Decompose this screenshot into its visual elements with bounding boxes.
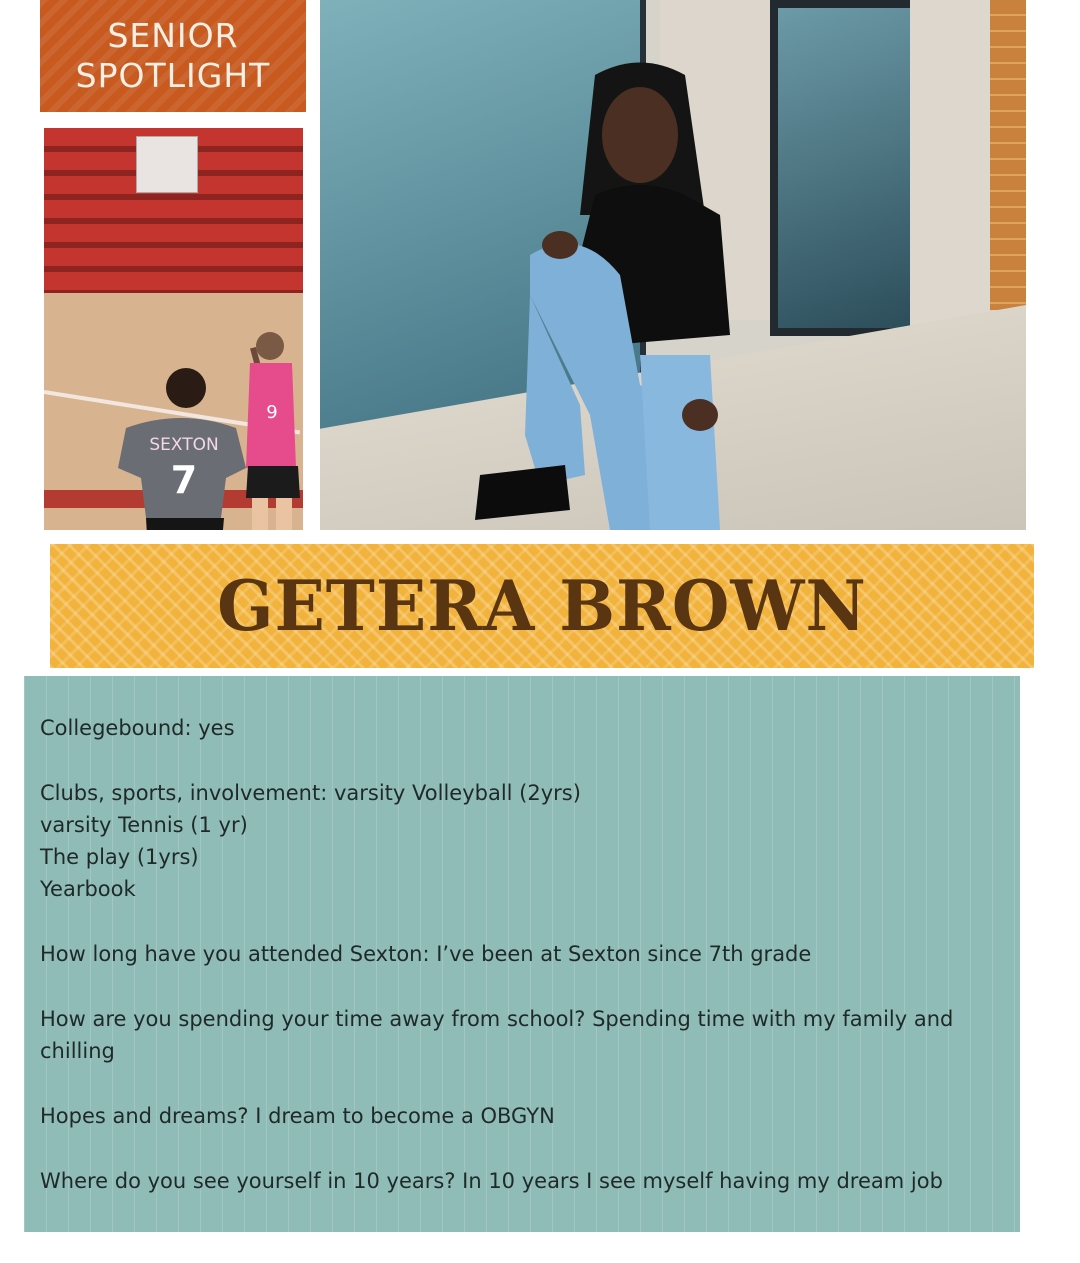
name-banner bbox=[50, 544, 1034, 668]
clubs-line-4: Yearbook bbox=[40, 877, 136, 901]
student-name: GETERA BROWN bbox=[217, 565, 867, 647]
student-figure bbox=[470, 55, 810, 530]
ten-years-line: Where do you see yourself in 10 years? In 10 years I see myself having my dream job bbox=[40, 1169, 943, 1193]
teammate-jersey-number: 9 bbox=[266, 402, 278, 423]
wall-sign bbox=[136, 136, 198, 193]
player-figure bbox=[106, 368, 256, 530]
volleyball-photo bbox=[44, 128, 303, 530]
hopes-line: Hopes and dreams? I dream to become a OBGYN bbox=[40, 1104, 555, 1128]
time-away-line-2: chilling bbox=[40, 1039, 115, 1063]
senior-spotlight-label bbox=[40, 0, 306, 112]
spotlight-line-2: SPOTLIGHT bbox=[75, 56, 271, 95]
attended-line: How long have you attended Sexton: I’ve been at Sexton since 7th grade bbox=[40, 942, 812, 966]
info-panel bbox=[24, 676, 1020, 1232]
player-jersey-number: 7 bbox=[170, 458, 198, 502]
portrait-photo bbox=[320, 0, 1026, 530]
brick-wall bbox=[990, 0, 1026, 310]
clubs-line-2: varsity Tennis (1 yr) bbox=[40, 813, 248, 837]
stone-pillar-right bbox=[910, 0, 990, 330]
time-away-line-1: How are you spending your time away from school? Spending time with my family and bbox=[40, 1007, 954, 1031]
college-line: Collegebound: yes bbox=[40, 716, 235, 740]
player-jersey-text: SEXTON bbox=[149, 435, 219, 455]
clubs-line-3: The play (1yrs) bbox=[40, 845, 199, 869]
clubs-line-1: Clubs, sports, involvement: varsity Volleyball (2yrs) bbox=[40, 781, 581, 805]
spotlight-line-1: SENIOR bbox=[107, 16, 239, 55]
